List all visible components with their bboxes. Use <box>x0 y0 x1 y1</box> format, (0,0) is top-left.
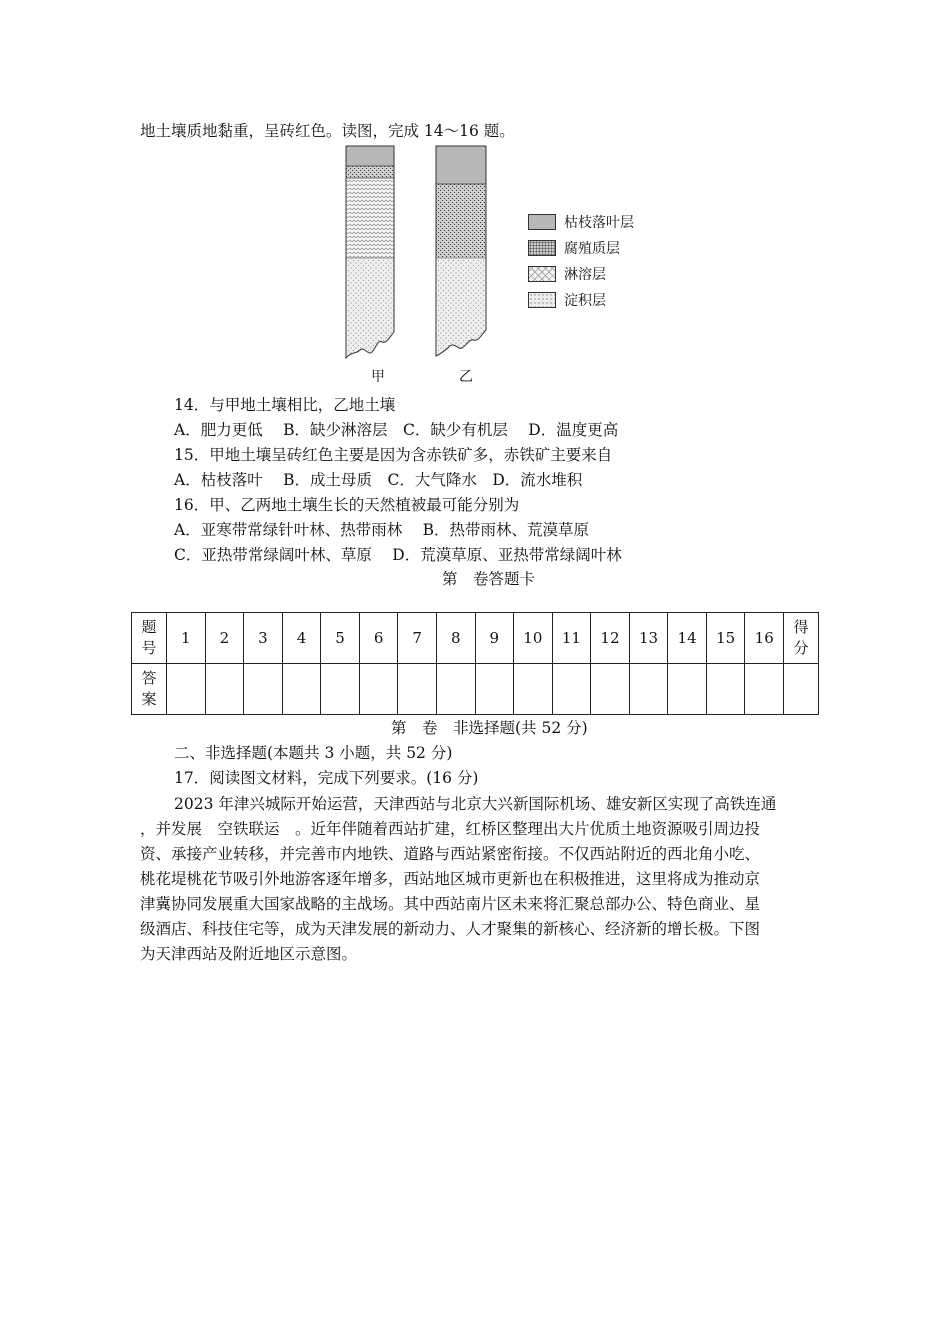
question-number-cell: 14 <box>668 613 707 664</box>
soil-profile-figure <box>340 142 640 388</box>
question-number-cell: 16 <box>745 613 784 664</box>
answer-cell[interactable] <box>282 664 321 715</box>
q17-paragraph-line: 桃花堤桃花节吸引外地游客逐年增多，西站地区城市更新也在积极推进，这里将成为推动京 <box>140 870 761 888</box>
legend-label: 枯枝落叶层 <box>564 215 634 231</box>
question-number-cell: 15 <box>706 613 745 664</box>
answer-cell[interactable] <box>745 664 784 715</box>
question-number-cell: 3 <box>244 613 283 664</box>
question-number-header: 题 号 <box>132 613 167 664</box>
question-number-cell: 12 <box>591 613 630 664</box>
q15-options: A．枯枝落叶 B．成土母质 C．大气降水 D．流水堆积 <box>174 471 583 489</box>
q14-stem: 14．与甲地土壤相比，乙地土壤 <box>174 396 396 414</box>
answer-cell[interactable] <box>514 664 553 715</box>
q17-paragraph-line: 津冀协同发展重大国家战略的主战场。其中西站南片区未来将汇聚总部办公、特色商业、星 <box>140 895 761 913</box>
yi-litter-layer <box>436 146 486 184</box>
question-number-cell: 13 <box>629 613 668 664</box>
jia-humus-layer <box>346 166 394 178</box>
question-number-cell: 8 <box>436 613 475 664</box>
question-number-cell: 9 <box>475 613 514 664</box>
answer-cell[interactable] <box>359 664 398 715</box>
answer-cell[interactable] <box>475 664 514 715</box>
question-number-cell: 6 <box>359 613 398 664</box>
answer-cell[interactable] <box>436 664 475 715</box>
column-label-jia: 甲 <box>371 369 385 385</box>
legend-label: 淀积层 <box>564 293 606 309</box>
question-number-cell: 1 <box>167 613 206 664</box>
answer-cell[interactable] <box>552 664 591 715</box>
q14-options: A．肥力更低 B．缺少淋溶层 C．缺少有机层 D．温度更高 <box>174 421 619 439</box>
legend-label: 腐殖质层 <box>564 241 620 257</box>
q17-paragraph-line: 为天津西站及附近地区示意图。 <box>140 945 358 963</box>
litter-swatch <box>528 214 556 230</box>
answer-card-table <box>131 612 819 715</box>
answer-card-number-row <box>132 613 819 664</box>
section-title: 第 卷 非选择题(共 52 分) <box>391 719 588 737</box>
illuviation-swatch <box>528 292 556 308</box>
soil-column-jia <box>346 146 394 368</box>
q17-paragraph-line: ，并发展 空铁联运 。近年伴随着西站扩建，红桥区整理出大片优质土地资源吸引周边投 <box>140 820 761 838</box>
jia-litter-layer <box>346 146 394 166</box>
answer-card-answer-row <box>132 664 819 715</box>
answer-cell[interactable] <box>591 664 630 715</box>
q17-paragraph-line: 2023 年津兴城际开始运营，天津西站与北京大兴新国际机场、雄安新区实现了高铁连通 <box>174 795 777 813</box>
score-header: 得 分 <box>784 613 819 664</box>
answer-cell[interactable] <box>244 664 283 715</box>
intro-line: 地土壤质地黏重，呈砖红色。读图，完成 14～16 题。 <box>140 122 515 140</box>
question-number-cell: 11 <box>552 613 591 664</box>
q16-options-ab: A．亚寒带常绿针叶林、热带雨林 B．热带雨林、荒漠草原 <box>174 521 590 539</box>
jia-illuviation-layer <box>346 258 394 368</box>
yi-humus-layer <box>436 184 486 258</box>
q16-options-cd: C．亚热带常绿阔叶林、草原 D．荒漠草原、亚热带常绿阔叶林 <box>174 546 622 564</box>
q17-stem: 17．阅读图文材料，完成下列要求。(16 分) <box>174 769 479 787</box>
answer-cell[interactable] <box>629 664 668 715</box>
answer-cell[interactable] <box>706 664 745 715</box>
question-number-cell: 5 <box>321 613 360 664</box>
legend-label: 淋溶层 <box>564 267 606 283</box>
column-label-yi: 乙 <box>459 369 473 385</box>
q15-stem: 15．甲地土壤呈砖红色主要是因为含赤铁矿多，赤铁矿主要来自 <box>174 446 613 464</box>
answer-cell[interactable] <box>668 664 707 715</box>
question-number-cell: 7 <box>398 613 437 664</box>
answer-cell[interactable] <box>321 664 360 715</box>
q17-paragraph-line: 资、承接产业转移，并完善市内地铁、道路与西站紧密衔接。不仅西站附近的西北角小吃、 <box>140 845 761 863</box>
question-number-cell: 10 <box>514 613 553 664</box>
q16-stem: 16．甲、乙两地土壤生长的天然植被最可能分别为 <box>174 496 520 514</box>
section-intro: 二、非选择题(本题共 3 小题，共 52 分) <box>174 744 453 762</box>
answer-cell[interactable] <box>167 664 206 715</box>
q17-paragraph-line: 级酒店、科技住宅等，成为天津发展的新动力、人才聚集的新核心、经济新的增长极。下图 <box>140 920 761 938</box>
answer-header: 答 案 <box>132 664 167 715</box>
jia-eluviation-layer <box>346 178 394 258</box>
answer-cell[interactable] <box>205 664 244 715</box>
score-cell[interactable] <box>784 664 819 715</box>
answer-card-title: 第 卷答题卡 <box>442 570 536 588</box>
question-number-cell: 4 <box>282 613 321 664</box>
answer-cell[interactable] <box>398 664 437 715</box>
question-number-cell: 2 <box>205 613 244 664</box>
humus-swatch <box>528 240 556 256</box>
eluviation-swatch <box>528 266 556 282</box>
soil-column-yi <box>436 146 486 368</box>
